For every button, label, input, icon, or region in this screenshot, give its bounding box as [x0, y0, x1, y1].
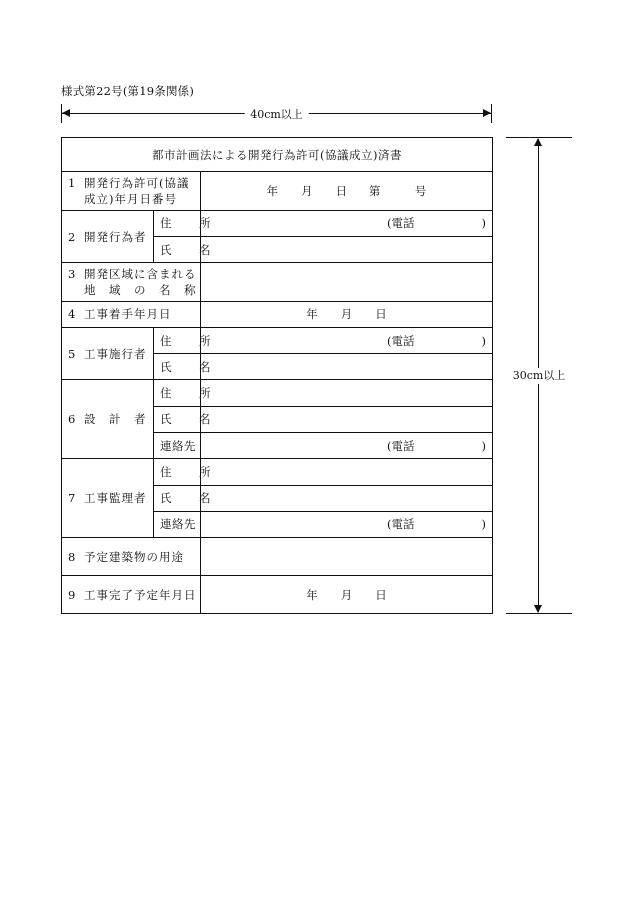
developer-address-field[interactable] [201, 210, 493, 236]
permit-form-table [61, 137, 493, 614]
construction-start-label: 4 工事着手年月日 [62, 301, 201, 327]
completion-date-label: 9 工事完了予定年月日 [62, 576, 201, 614]
row-designer-address [62, 380, 493, 406]
building-use-field[interactable] [201, 538, 493, 576]
arrow-down-icon [534, 605, 542, 613]
permit-date-number-label: 1 開発行為許可(協議 成立)年月日番号 [62, 172, 201, 210]
supervisor-address-label: 住 所 [154, 459, 201, 485]
height-dimension-label: 30cm以上 [506, 368, 572, 384]
contractor-label: 5 工事施行者 [62, 327, 154, 380]
row-permit-date-number [62, 172, 493, 210]
developer-label: 2 開発行為者 [62, 210, 154, 263]
phone-close-paren: ) [481, 438, 487, 453]
width-dimension-label: 40cm以上 [244, 106, 309, 122]
contractor-name-field[interactable] [201, 354, 493, 380]
developer-name-field[interactable] [201, 237, 493, 263]
width-dimension-right-tick [491, 104, 492, 123]
contractor-address-label: 住 所 [154, 327, 201, 353]
supervisor-name-field[interactable] [201, 485, 493, 511]
designer-contact-label: 連絡先 [154, 433, 201, 459]
row-area-name [62, 263, 493, 301]
form-title: 都市計画法による開発行為許可(協議成立)済書 [62, 138, 493, 172]
form-number-label: 様式第22号(第19条関係) [61, 84, 195, 98]
contractor-address-field[interactable] [201, 327, 493, 353]
supervisor-address-field[interactable] [201, 459, 493, 485]
designer-label: 6 設 計 者 [62, 380, 154, 459]
row-supervisor-address [62, 459, 493, 485]
area-name-label: 3 開発区域に含まれる 地 域 の 名 称 [62, 263, 201, 301]
row-building-use [62, 538, 493, 576]
designer-address-field[interactable] [201, 380, 493, 406]
height-dimension-bottom-tick [506, 613, 572, 614]
row-completion-date [62, 576, 493, 614]
width-dimension-marker [61, 104, 492, 124]
phone-close-paren: ) [481, 333, 487, 348]
building-use-label: 8 予定建築物の用途 [62, 538, 201, 576]
designer-address-label: 住 所 [154, 380, 201, 406]
arrow-right-icon [483, 109, 491, 117]
arrow-up-icon [534, 138, 542, 146]
area-name-field[interactable] [201, 263, 493, 301]
supervisor-contact-label: 連絡先 [154, 511, 201, 537]
designer-name-field[interactable] [201, 406, 493, 432]
title-row [62, 138, 493, 172]
phone-label: (電話 [387, 517, 415, 532]
row-construction-start [62, 301, 493, 327]
phone-close-paren: ) [481, 216, 487, 231]
supervisor-name-label: 氏 名 [154, 485, 201, 511]
phone-label: (電話 [387, 216, 415, 231]
phone-label: (電話 [387, 333, 415, 348]
supervisor-label: 7 工事監理者 [62, 459, 154, 538]
row-developer-address [62, 210, 493, 236]
developer-address-label: 住 所 [154, 210, 201, 236]
developer-name-label: 氏 名 [154, 237, 201, 263]
height-dimension-marker [506, 137, 572, 614]
row-contractor-address [62, 327, 493, 353]
permit-date-number-value: 年 月 日 第 号 [201, 172, 493, 210]
designer-contact-field[interactable] [201, 433, 493, 459]
completion-date-value: 年 月 日 [201, 576, 493, 614]
supervisor-contact-field[interactable] [201, 511, 493, 537]
phone-close-paren: ) [481, 517, 487, 532]
contractor-name-label: 氏 名 [154, 354, 201, 380]
construction-start-value: 年 月 日 [201, 301, 493, 327]
arrow-left-icon [62, 109, 70, 117]
phone-label: (電話 [387, 438, 415, 453]
designer-name-label: 氏 名 [154, 406, 201, 432]
